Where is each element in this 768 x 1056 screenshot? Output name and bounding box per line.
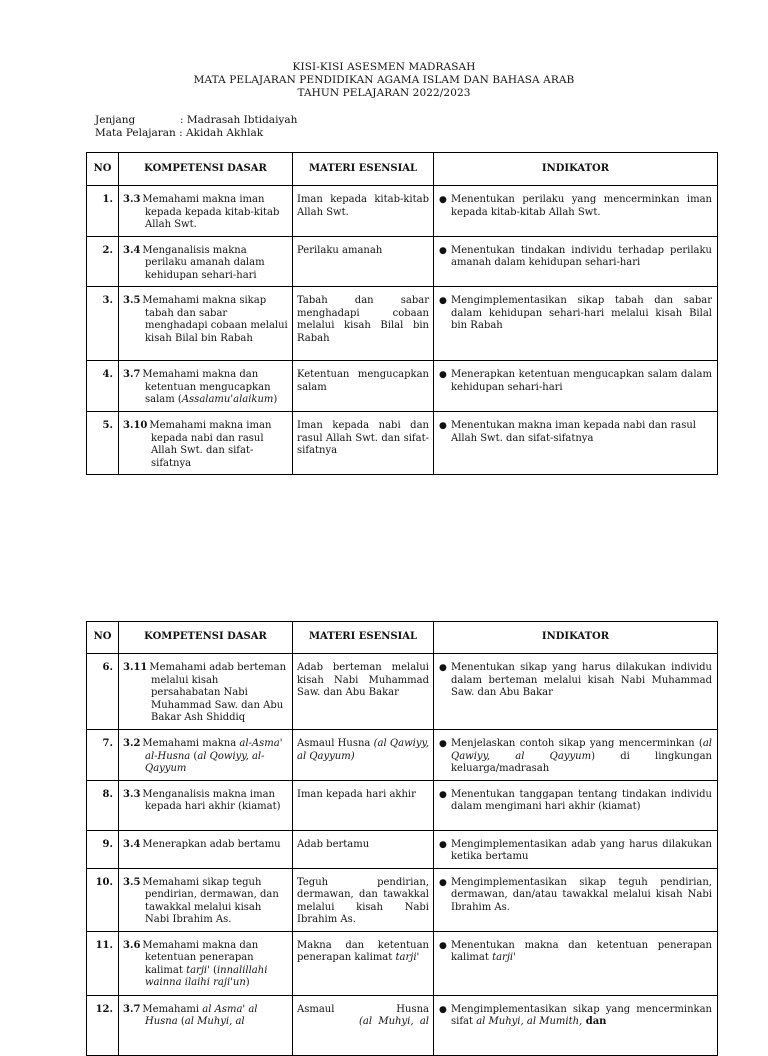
bullet-icon: ● [439,877,447,888]
kd-code: 3.2 [123,738,141,749]
row-number: 3. [87,287,119,361]
kd-code: 3.4 [123,838,141,850]
kompetensi-dasar-cell [119,995,293,1055]
kd-text-italic-2: innalillahi wainna ilaihi raji'un [145,964,268,988]
bullet-icon: ● [439,421,447,431]
indikator-text: Menentukan perilaku yang mencerminkan iman kepada kitab-kitab Allah Swt. [451,194,712,218]
materi-esensial-cell: Teguh pendirian, dermawan, dan tawakkal melalui kisah Nabi Ibrahim As. [293,868,434,931]
kompetensi-dasar-cell [119,931,293,995]
kd-text: Memahami makna dan ketentuan penerapan kalimat [142,939,259,976]
header-no: NO [87,622,119,654]
indikator-cell [434,730,718,781]
table-row [87,186,718,237]
indikator-cell [434,412,718,475]
jenjang-label: Jenjang [95,114,136,126]
table-row [87,654,718,730]
row-number: 7. [87,730,119,781]
ind-text-a: Menentukan makna dan ketentuan penerapan kalimat [451,939,712,963]
materi-esensial-cell [293,995,434,1055]
kompetensi-dasar-cell [119,780,293,830]
row-number: 10. [87,868,119,931]
kd-code: 3.4 [123,244,141,256]
indikator-text [451,738,712,776]
jenjang-value: : Madrasah Ibtidaiyah [180,114,298,126]
table-header-row [87,153,718,186]
kd-code: 3.5 [123,295,141,306]
indikator-text: Menerapkan ketentuan mengucapkan salam dalam kehidupan sehari-hari [451,369,712,393]
materi-esensial-cell: Perilaku amanah [293,236,434,287]
row-number: 8. [87,780,119,830]
indikator-cell [434,186,718,237]
kompetensi-dasar-cell [119,412,293,475]
indikator-text: Menentukan sikap yang harus dilakukan individu dalam berteman melalui kisah Nabi Muhammad Saw. dan Abu Bakar [451,662,712,698]
table-header-row [87,622,718,654]
bullet-icon: ● [439,789,447,800]
kd-text: Memahami sikap teguh pendirian, dermawan, dan tawakkal melalui kisah Nabi Ibrahim As. [142,876,279,925]
indikator-cell [434,868,718,931]
meta-mapel [95,127,263,139]
kompetensi-dasar-cell [119,236,293,287]
ind-text-b: dan [582,1016,607,1027]
table-row [87,931,718,995]
row-number: 2. [87,236,119,287]
bullet-icon: ● [439,370,447,380]
kd-text: Memahami makna iman kepada nabi dan rasul Allah Swt. dan sifat-sifatnya [149,420,272,469]
kd-text-end: ) [273,394,278,405]
indikator-cell [434,361,718,412]
kd-code: 3.3 [123,788,141,800]
indikator-text [451,1004,712,1029]
table-row [87,830,718,868]
kd-text: Menganalisis makna perilaku amanah dalam kehidupan sehari-hari [142,244,265,281]
kd-text-italic: al Asma' al Husna [145,1003,258,1027]
bullet-icon: ● [439,245,447,256]
kompetensi-dasar-cell [119,186,293,237]
kd-text-italic: Assalamu'alaikum [181,394,274,405]
indikator-cell [434,654,718,730]
title-line-1: KISI-KISI ASESMEN MADRASAH [292,61,476,73]
me-text-italic: (al Muhyi, al [359,1016,429,1027]
bullet-icon: ● [439,739,447,749]
bullet-icon: ● [439,839,447,850]
materi-esensial-cell: Tabah dan sabar menghadapi cobaan melalui kisah Bilal bin Rabah [293,287,434,361]
indikator-text [451,940,712,965]
header-kompetensi-dasar: KOMPETENSI DASAR [119,153,293,186]
indikator-text: Mengimplementasikan sikap tabah dan sabar dalam kehidupan sehari-hari melalui kisah Bilal bin Rabah [451,295,712,331]
materi-esensial-cell [293,730,434,781]
kd-code: 3.7 [123,1003,141,1015]
kompetensi-dasar-cell [119,730,293,781]
bullet-icon: ● [439,296,447,306]
kd-text-mid: ( [177,1016,185,1027]
table-row [87,995,718,1055]
indikator-text: Menentukan tanggapan tentang tindakan individu dalam mengimani hari akhir (kiamat) [451,788,712,812]
materi-esensial-cell: Ketentuan mengucapkan salam [293,361,434,412]
me-text: Asmaul Husna [297,738,374,749]
kd-text-italic: tarji' [186,964,210,976]
bullet-icon: ● [439,195,447,205]
title-line-2: MATA PELAJARAN PENDIDIKAN AGAMA ISLAM DAN BAHASA ARAB [193,74,575,86]
table-row [87,780,718,830]
table-row [87,868,718,931]
table-row [87,287,718,361]
kd-code: 3.10 [123,420,148,431]
row-number: 4. [87,361,119,412]
kd-text: Memahami [142,1003,203,1015]
row-number: 11. [87,931,119,995]
kompetensi-dasar-cell [119,654,293,730]
indikator-cell [434,287,718,361]
ind-text-italic: tarji' [492,952,516,963]
materi-esensial-cell: Iman kepada kitab-kitab Allah Swt. [293,186,434,237]
bullet-icon: ● [439,663,447,673]
kisi-table-2 [86,621,718,1056]
document-title [0,61,768,100]
table-row [87,412,718,475]
materi-esensial-cell: Adab berteman melalui kisah Nabi Muhammad Saw. dan Abu Bakar [293,654,434,730]
kompetensi-dasar-cell [119,868,293,931]
table-row [87,361,718,412]
mapel-label: Mata Pelajaran [95,127,176,139]
materi-esensial-cell: Iman kepada hari akhir [293,780,434,830]
table-row [87,730,718,781]
kd-code: 3.11 [123,662,148,673]
kd-text: Memahami makna iman kepada kepada kitab-kitab Allah Swt. [142,194,280,230]
table-row [87,236,718,287]
ind-text-a: Mengimplementasikan sikap yang mencerminkan sifat [451,1003,712,1027]
row-number: 9. [87,830,119,868]
kompetensi-dasar-cell [119,830,293,868]
ind-text-a: Menjelaskan contoh sikap yang mencerminkan ( [451,738,703,749]
title-line-3: TAHUN PELAJARAN 2022/2023 [297,87,471,99]
indikator-text: Menentukan tindakan individu terhadap perilaku amanah dalam kehidupan sehari-hari [451,244,712,268]
indikator-text: Menentukan makna iman kepada nabi dan rasul Allah Swt. dan sifat-sifatnya [451,420,696,444]
indikator-text: Mengimplementasikan sikap teguh pendirian, dermawan, dan/atau tawakkal melalui kisah Nabi Ibrahim As. [451,876,712,913]
indikator-text: Mengimplementasikan adab yang harus dilakukan ketika bertamu [451,838,712,862]
kd-text: Menerapkan adab bertamu [142,838,281,850]
me-text: Asmaul Husna [297,1003,429,1015]
ind-text-italic: al Muhyi, al Mumith, [476,1016,583,1027]
row-number: 6. [87,654,119,730]
kompetensi-dasar-cell [119,287,293,361]
indikator-cell [434,830,718,868]
kd-code: 3.6 [123,939,141,951]
kd-text-italic-2: al Muhyi, al [184,1016,245,1027]
header-materi-esensial: MATERI ESENSIAL [293,153,434,186]
kd-text-italic: al-Asma' al-Husna [145,738,283,762]
kd-text: Memahami makna [142,738,240,749]
kd-code: 3.3 [123,194,141,205]
kd-text-italic-2: al Qowiyy, al-Qayyum [145,750,265,774]
kd-text: Menganalisis makna iman kepada hari akhir (kiamat) [142,788,281,812]
kisi-table-1 [86,152,718,475]
ind-text-b: ) di lingkungan keluarga/madrasah [451,750,712,774]
ind-text-italic: al Qawiyy, al Qayyum [451,738,712,762]
kd-code: 3.5 [123,876,141,888]
kd-text-mid: ( [209,964,217,976]
row-number: 12. [87,995,119,1055]
indikator-cell [434,236,718,287]
me-text-italic: (al Qawiyy, al Qayyum) [297,738,429,762]
header-indikator: INDIKATOR [434,153,718,186]
mapel-value: : Akidah Akhlak [179,127,264,139]
kd-text-mid: ( [190,750,198,762]
bullet-icon: ● [439,1004,447,1015]
header-kompetensi-dasar: KOMPETENSI DASAR [119,622,293,654]
materi-esensial-cell: Iman kepada nabi dan rasul Allah Swt. dan sifat-sifatnya [293,412,434,475]
materi-esensial-cell: Adab bertamu [293,830,434,868]
indikator-cell [434,780,718,830]
indikator-cell [434,931,718,995]
kd-text: Memahami makna dan ketentuan mengucapkan salam ( [142,369,271,405]
kd-text: Memahami adab berteman melalui kisah persahabatan Nabi Muhammad Saw. dan Abu Bakar Ash Shiddiq [149,662,287,723]
me-text-italic: tarji' [395,952,420,963]
kd-text: Memahami makna sikap tabah dan sabar menghadapi cobaan melalui kisah Bilal bin Rabah [142,295,288,344]
header-indikator: INDIKATOR [434,622,718,654]
materi-esensial-cell [293,931,434,995]
meta-jenjang [95,114,297,126]
header-no: NO [87,153,119,186]
indikator-cell [434,995,718,1055]
me-text: Makna dan ketentuan penerapan kalimat [297,939,429,963]
kompetensi-dasar-cell [119,361,293,412]
header-materi-esensial: MATERI ESENSIAL [293,622,434,654]
row-number: 1. [87,186,119,237]
kd-text-end: ) [245,977,250,988]
bullet-icon: ● [439,940,447,951]
row-number: 5. [87,412,119,475]
kd-code: 3.7 [123,369,141,380]
